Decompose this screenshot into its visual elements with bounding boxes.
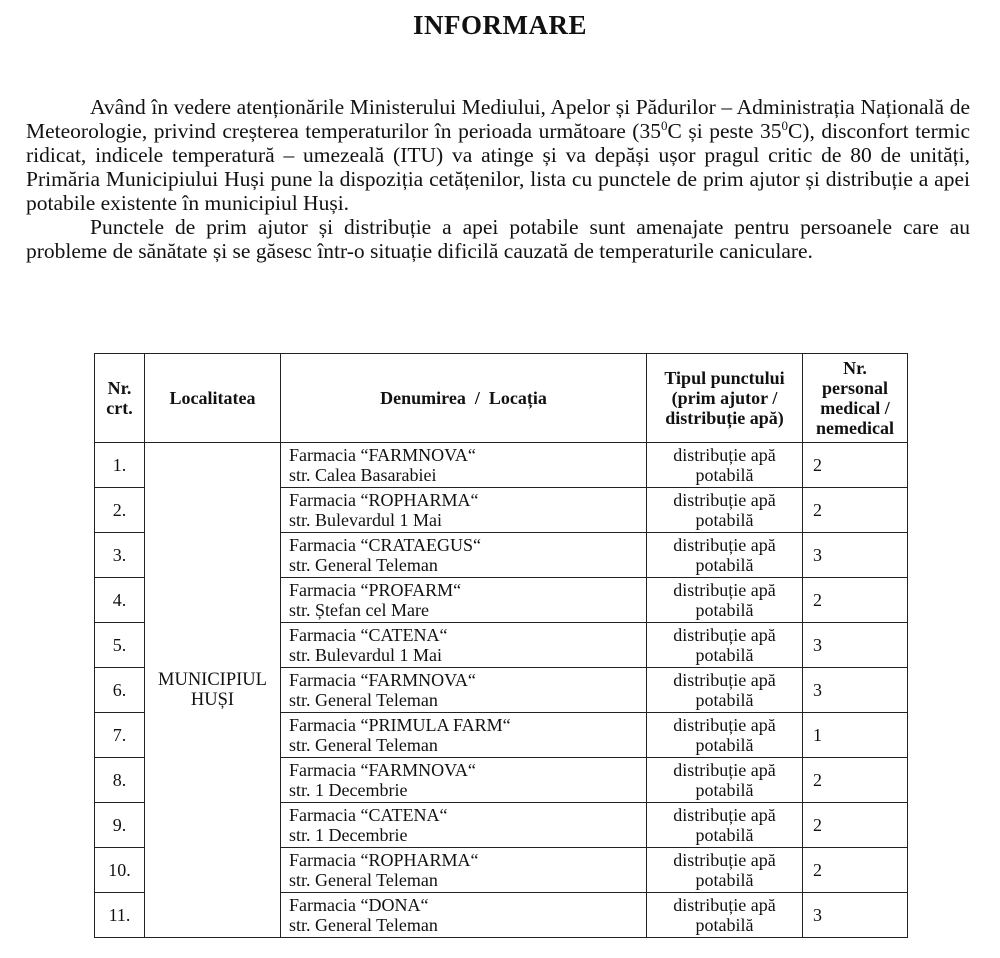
pharmacy-name: Farmacia “PROFARM“ — [289, 580, 462, 600]
point-type-line-1: distribuție apă — [673, 580, 776, 600]
point-type-line-2: potabilă — [695, 735, 754, 755]
pharmacy-name: Farmacia “FARMNOVA“ — [289, 670, 476, 690]
personnel-count: 2 — [803, 578, 908, 623]
point-type-cell — [647, 623, 803, 668]
point-type-line-2: potabilă — [695, 780, 754, 800]
point-type-cell — [647, 668, 803, 713]
point-type-cell — [647, 758, 803, 803]
personnel-count: 3 — [803, 533, 908, 578]
location-cell — [281, 443, 647, 488]
location-cell — [281, 488, 647, 533]
location-cell — [281, 848, 647, 893]
intro-paragraph-2: Punctele de prim ajutor și distribuție a apei potabile sunt amenajate pentru persoanele care au probleme de sănătate și se găsesc într-o situație dificilă cauzată de temperaturile caniculare. — [26, 215, 970, 263]
point-type-line-2: potabilă — [695, 510, 754, 530]
point-type-cell — [647, 893, 803, 938]
pharmacy-name: Farmacia “CRATAEGUS“ — [289, 535, 482, 555]
pharmacy-name: Farmacia “DONA“ — [289, 895, 429, 915]
pharmacy-street: str. 1 Decembrie — [289, 780, 408, 800]
point-type-line-2: potabilă — [695, 915, 754, 935]
header-nr: Nr. crt. — [95, 354, 145, 443]
pharmacy-name: Farmacia “CATENA“ — [289, 805, 448, 825]
pharmacy-street: str. General Teleman — [289, 870, 438, 890]
row-number: 2. — [95, 488, 145, 533]
points-table — [94, 353, 908, 938]
location-cell — [281, 578, 647, 623]
pharmacy-street: str. Bulevardul 1 Mai — [289, 645, 442, 665]
row-number: 3. — [95, 533, 145, 578]
personnel-count: 2 — [803, 758, 908, 803]
header-personal: Nr. personal medical / nemedical — [803, 354, 908, 443]
personnel-count: 3 — [803, 668, 908, 713]
table-header-row — [95, 354, 908, 443]
table-row — [95, 443, 908, 488]
pharmacy-street: str. General Teleman — [289, 555, 438, 575]
pharmacy-street: str. Calea Basarabiei — [289, 465, 437, 485]
row-number: 10. — [95, 848, 145, 893]
pharmacy-street: str. General Teleman — [289, 915, 438, 935]
pharmacy-street: str. Ștefan cel Mare — [289, 600, 429, 620]
point-type-line-1: distribuție apă — [673, 850, 776, 870]
pharmacy-name: Farmacia “ROPHARMA“ — [289, 490, 479, 510]
point-type-cell — [647, 803, 803, 848]
point-type-cell — [647, 713, 803, 758]
point-type-line-1: distribuție apă — [673, 715, 776, 735]
header-denumire: Denumirea / Locația — [281, 354, 647, 443]
point-type-line-1: distribuție apă — [673, 895, 776, 915]
location-cell — [281, 758, 647, 803]
row-number: 11. — [95, 893, 145, 938]
point-type-line-1: distribuție apă — [673, 535, 776, 555]
header-tip: Tipul punctului (prim ajutor / distribuție apă) — [647, 354, 803, 443]
row-number: 8. — [95, 758, 145, 803]
point-type-cell — [647, 578, 803, 623]
pharmacy-name: Farmacia “PRIMULA FARM“ — [289, 715, 511, 735]
intro-text — [26, 95, 970, 263]
localitate-cell: MUNICIPIUL HUȘI — [145, 443, 281, 938]
location-cell — [281, 713, 647, 758]
point-type-cell — [647, 443, 803, 488]
pharmacy-street: str. General Teleman — [289, 735, 438, 755]
point-type-line-2: potabilă — [695, 645, 754, 665]
point-type-line-2: potabilă — [695, 690, 754, 710]
row-number: 5. — [95, 623, 145, 668]
point-type-line-1: distribuție apă — [673, 670, 776, 690]
point-type-line-2: potabilă — [695, 600, 754, 620]
point-type-line-1: distribuție apă — [673, 760, 776, 780]
personnel-count: 2 — [803, 488, 908, 533]
location-cell — [281, 893, 647, 938]
pharmacy-name: Farmacia “CATENA“ — [289, 625, 448, 645]
pharmacy-street: str. 1 Decembrie — [289, 825, 408, 845]
row-number: 6. — [95, 668, 145, 713]
point-type-cell — [647, 848, 803, 893]
point-type-line-1: distribuție apă — [673, 805, 776, 825]
pharmacy-street: str. General Teleman — [289, 690, 438, 710]
personnel-count: 3 — [803, 893, 908, 938]
personnel-count: 2 — [803, 848, 908, 893]
point-type-line-2: potabilă — [695, 555, 754, 575]
location-cell — [281, 623, 647, 668]
header-localitate: Localitatea — [145, 354, 281, 443]
point-type-cell — [647, 488, 803, 533]
personnel-count: 1 — [803, 713, 908, 758]
point-type-line-1: distribuție apă — [673, 490, 776, 510]
point-type-line-2: potabilă — [695, 825, 754, 845]
document-title: INFORMARE — [413, 10, 587, 40]
row-number: 7. — [95, 713, 145, 758]
pharmacy-street: str. Bulevardul 1 Mai — [289, 510, 442, 530]
pharmacy-name: Farmacia “ROPHARMA“ — [289, 850, 479, 870]
row-number: 1. — [95, 443, 145, 488]
personnel-count: 2 — [803, 803, 908, 848]
location-cell — [281, 533, 647, 578]
personnel-count: 2 — [803, 443, 908, 488]
row-number: 9. — [95, 803, 145, 848]
location-cell — [281, 803, 647, 848]
pharmacy-name: Farmacia “FARMNOVA“ — [289, 760, 476, 780]
personnel-count: 3 — [803, 623, 908, 668]
intro-paragraph-1: Având în vedere atenționările Ministerului Mediului, Apelor și Pădurilor – Administrația Națională de Meteorologie, privind creșterea temperaturilor în perioada următoare ($35^0C$ și peste $35^0C$), disconfort termic ridicat, indicele temperatură – umezeală (ITU) va atinge și va depăși ușor pragul critic de 80 de unități, Primăria Municipiului Huși pune la dispoziția cetățenilor, lista cu punctele de prim ajutor și distribuție a apei potabile existente în municipiul Huși. — [26, 95, 970, 215]
point-type-line-2: potabilă — [695, 465, 754, 485]
point-type-cell — [647, 533, 803, 578]
point-type-line-1: distribuție apă — [673, 625, 776, 645]
point-type-line-2: potabilă — [695, 870, 754, 890]
pharmacy-name: Farmacia “FARMNOVA“ — [289, 445, 476, 465]
location-cell — [281, 668, 647, 713]
row-number: 4. — [95, 578, 145, 623]
point-type-line-1: distribuție apă — [673, 445, 776, 465]
